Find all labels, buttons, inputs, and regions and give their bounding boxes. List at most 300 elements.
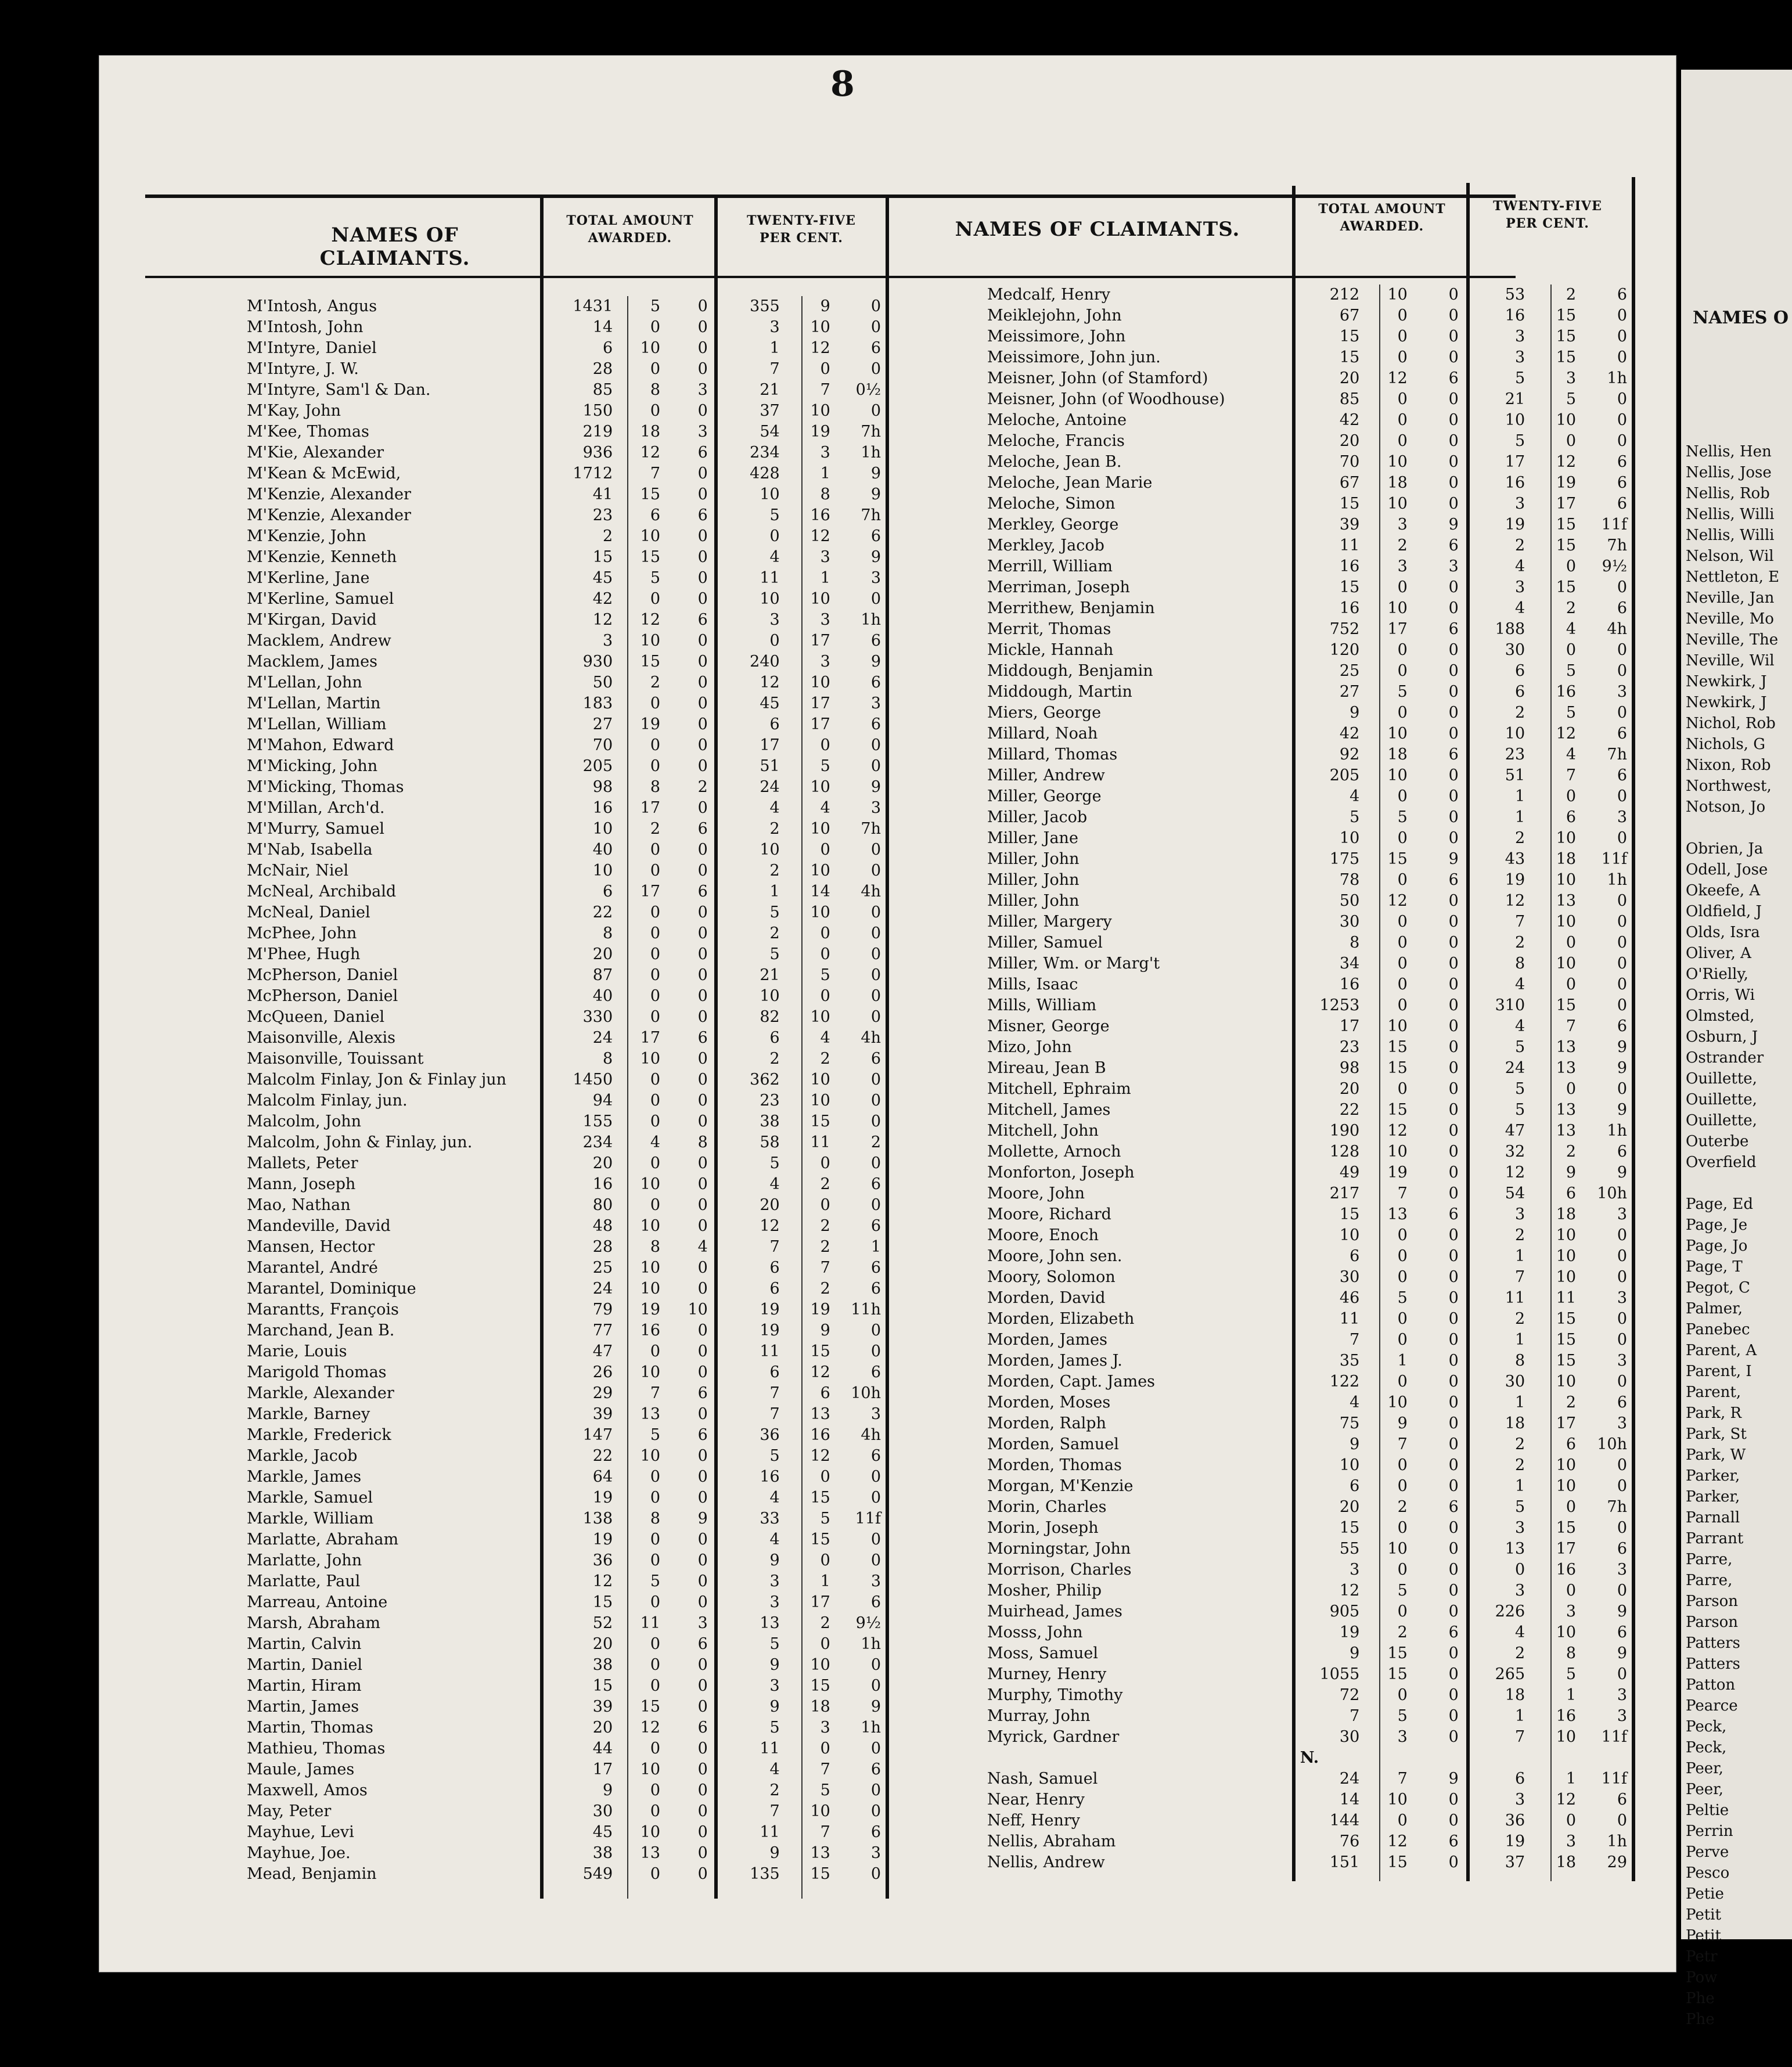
- percent-amount: 0: [870, 1781, 881, 1799]
- claim-row: [247, 1404, 886, 1425]
- awarded-amount: 15: [1387, 1853, 1408, 1871]
- awarded-amount: 0: [1397, 1268, 1408, 1286]
- percent-amount: 0: [820, 1635, 830, 1653]
- awarded-amount: 0: [697, 1531, 708, 1549]
- claim-row: [247, 1508, 886, 1529]
- awarded-amount: 0: [1448, 892, 1459, 910]
- awarded-amount: 17: [640, 883, 660, 901]
- awarded-amount: 0: [697, 653, 708, 671]
- awarded-amount: 6: [650, 506, 660, 524]
- next-page-name: Parent, I: [1686, 1363, 1752, 1380]
- next-page-name: Pow: [1686, 1969, 1718, 1986]
- awarded-amount: 0: [697, 674, 708, 692]
- awarded-amount: 175: [1329, 850, 1360, 868]
- claim-row: [987, 514, 1632, 535]
- awarded-amount: 19: [640, 1301, 660, 1319]
- claim-row: [987, 1476, 1632, 1497]
- claimant-name: M'Kean & McEwid,: [247, 464, 401, 482]
- claimant-name: Morin, Joseph: [987, 1519, 1099, 1537]
- awarded-amount: 10: [1387, 725, 1408, 743]
- awarded-amount: 0: [650, 1008, 660, 1026]
- claim-row: [987, 849, 1632, 870]
- percent-amount: 1h: [1607, 871, 1627, 889]
- awarded-amount: 0: [1448, 1603, 1459, 1621]
- claim-row: [247, 777, 886, 798]
- percent-amount: 5: [820, 757, 830, 775]
- percent-amount: 6: [870, 1760, 881, 1778]
- claimant-name: Millard, Thomas: [987, 746, 1118, 764]
- claimant-name: Meissimore, John jun.: [987, 348, 1161, 366]
- next-page-name: Ouillette,: [1686, 1112, 1757, 1129]
- percent-amount: 5: [769, 1719, 780, 1737]
- percent-amount: 0: [870, 1092, 881, 1110]
- percent-amount: 16: [1556, 1561, 1577, 1579]
- awarded-amount: 3: [1397, 557, 1408, 575]
- awarded-amount: 0: [1448, 1080, 1459, 1098]
- next-page-name: Petie: [1686, 1885, 1724, 1903]
- percent-amount: 3: [1617, 1414, 1627, 1432]
- percent-amount: 0: [1617, 913, 1627, 931]
- claimant-name: Markle, Barney: [247, 1405, 370, 1423]
- awarded-amount: 48: [592, 1217, 613, 1235]
- awarded-amount: 15: [592, 1677, 613, 1695]
- awarded-amount: 12: [1387, 892, 1408, 910]
- claimant-name: McNair, Niel: [247, 862, 349, 880]
- next-page-name: Olds, Isra: [1686, 924, 1760, 941]
- awarded-amount: 0: [697, 862, 708, 880]
- awarded-amount: 10: [1387, 1791, 1408, 1809]
- claimant-name: Martin, Daniel: [247, 1656, 363, 1674]
- claim-row: [247, 317, 886, 338]
- percent-amount: 11f: [855, 1510, 881, 1528]
- claim-row: [247, 672, 886, 693]
- percent-amount: 0: [870, 903, 881, 921]
- percent-amount: 3: [870, 1844, 881, 1862]
- claimant-name: M'Kerline, Jane: [247, 569, 370, 587]
- awarded-amount: 0: [1448, 1373, 1459, 1391]
- claimant-name: Marantel, Dominique: [247, 1280, 416, 1298]
- claimant-name: Miller, Jacob: [987, 808, 1088, 826]
- percent-amount: 18: [1556, 1853, 1577, 1871]
- awarded-amount: 0: [697, 1321, 708, 1339]
- awarded-amount: 79: [592, 1301, 613, 1319]
- claimant-name: Miller, John: [987, 892, 1079, 910]
- percent-amount: 4: [1514, 1017, 1525, 1035]
- awarded-amount: 16: [1339, 557, 1360, 575]
- claim-row: [247, 484, 886, 505]
- claimant-name: Macklem, James: [247, 653, 377, 671]
- claim-row: [987, 1225, 1632, 1246]
- claim-row: [247, 1279, 886, 1299]
- awarded-amount: 0: [1448, 1122, 1459, 1140]
- awarded-amount: 10: [640, 527, 660, 545]
- claim-row: [247, 819, 886, 840]
- claim-row: [247, 1780, 886, 1801]
- percent-amount: 0: [870, 1531, 881, 1549]
- awarded-amount: 10: [1387, 599, 1408, 617]
- awarded-amount: 10: [640, 1050, 660, 1068]
- claimant-name: Merriman, Joseph: [987, 578, 1130, 596]
- awarded-amount: 0: [1397, 704, 1408, 722]
- percent-amount: 7: [820, 1823, 830, 1841]
- awarded-amount: 10: [1387, 1540, 1408, 1558]
- awarded-amount: 4: [1350, 787, 1360, 805]
- claim-row: [247, 463, 886, 484]
- awarded-amount: 0: [1448, 1247, 1459, 1265]
- next-page-name: Nellis, Willi: [1686, 506, 1775, 523]
- percent-amount: 17: [810, 694, 830, 712]
- percent-amount: 3: [1514, 1582, 1525, 1600]
- percent-amount: 7: [769, 1405, 780, 1423]
- awarded-amount: 0: [697, 1865, 708, 1883]
- claim-row: [987, 1121, 1632, 1141]
- percent-amount: 0: [1617, 704, 1627, 722]
- next-page-name: Palmer,: [1686, 1300, 1743, 1317]
- awarded-amount: 0: [1397, 975, 1408, 993]
- next-page-name: Newkirk, J: [1686, 673, 1767, 690]
- claim-row: [987, 1309, 1632, 1330]
- claim-row: [247, 1467, 886, 1488]
- awarded-amount: 19: [640, 715, 660, 733]
- awarded-amount: 15: [640, 485, 660, 503]
- awarded-amount: 190: [1329, 1122, 1360, 1140]
- claim-row: [247, 1028, 886, 1049]
- awarded-amount: 13: [640, 1405, 660, 1423]
- percent-amount: 0: [1566, 975, 1577, 993]
- awarded-amount: 75: [1339, 1414, 1360, 1432]
- percent-amount: 4: [1514, 975, 1525, 993]
- percent-amount: 5: [820, 1781, 830, 1799]
- awarded-amount: 0: [650, 1551, 660, 1569]
- next-page-name: Parnall: [1686, 1509, 1740, 1526]
- percent-amount: 6: [769, 1280, 780, 1298]
- claimant-name: Marigold Thomas: [247, 1363, 387, 1381]
- awarded-amount: 5: [650, 1572, 660, 1590]
- next-page-name: Northwest,: [1686, 777, 1772, 795]
- percent-amount: 6: [870, 1175, 881, 1193]
- percent-amount: 2: [1514, 1310, 1525, 1328]
- awarded-amount: 183: [582, 694, 613, 712]
- awarded-amount: 0: [1448, 955, 1459, 973]
- claim-row: [987, 452, 1632, 473]
- claimant-name: M'Millan, Arch'd.: [247, 799, 385, 817]
- awarded-amount: 35: [1339, 1352, 1360, 1370]
- percent-amount: 6: [870, 1280, 881, 1298]
- next-page-name: Overfield: [1686, 1154, 1757, 1171]
- claimant-name: Mao, Nathan: [247, 1196, 351, 1214]
- percent-amount: 7: [1514, 1728, 1525, 1746]
- percent-amount: 19: [760, 1321, 780, 1339]
- claim-row: [987, 1455, 1632, 1476]
- claim-row: [247, 589, 886, 610]
- claimant-name: Murray, John: [987, 1707, 1091, 1725]
- awarded-amount: 0: [697, 1112, 708, 1130]
- claimant-name: Maisonville, Touissant: [247, 1050, 424, 1068]
- claim-row: [987, 577, 1632, 598]
- percent-amount: 16: [810, 1426, 830, 1444]
- percent-amount: 2: [769, 1050, 780, 1068]
- awarded-amount: 10: [640, 1280, 660, 1298]
- awarded-amount: 0: [1448, 1101, 1459, 1119]
- awarded-amount: 9: [1448, 516, 1459, 534]
- claimant-name: Mitchell, Ephraim: [987, 1080, 1131, 1098]
- percent-amount: 10: [810, 778, 830, 796]
- percent-amount: 16: [810, 506, 830, 524]
- claim-row: [987, 1246, 1632, 1267]
- awarded-amount: 49: [1339, 1164, 1360, 1182]
- claim-row: [987, 1560, 1632, 1580]
- percent-amount: 21: [760, 381, 780, 399]
- percent-amount: 5: [1514, 1498, 1525, 1516]
- percent-amount: 188: [1495, 620, 1525, 638]
- awarded-amount: 0: [1448, 1435, 1459, 1453]
- awarded-amount: 0: [697, 318, 708, 336]
- awarded-amount: 0: [1397, 829, 1408, 847]
- awarded-amount: 76: [1339, 1832, 1360, 1850]
- awarded-amount: 44: [592, 1740, 613, 1758]
- awarded-amount: 0: [650, 1154, 660, 1172]
- awarded-amount: 936: [582, 444, 613, 462]
- awarded-amount: 0: [650, 862, 660, 880]
- percent-amount: 3: [1617, 808, 1627, 826]
- claim-row: [987, 1162, 1632, 1183]
- percent-amount: 7h: [861, 506, 881, 524]
- claimant-name: Moore, Enoch: [987, 1226, 1099, 1244]
- claimant-name: Nash, Samuel: [987, 1770, 1098, 1788]
- percent-amount: 3: [1566, 1832, 1577, 1850]
- claim-row: [247, 840, 886, 860]
- claim-row: [247, 547, 886, 568]
- percent-amount: 3: [769, 1677, 780, 1695]
- percent-amount: 10: [1505, 411, 1525, 429]
- percent-amount: 2: [820, 1217, 830, 1235]
- percent-amount: 12: [760, 674, 780, 692]
- percent-amount: 6: [1566, 808, 1577, 826]
- percent-amount: 4h: [1607, 620, 1627, 638]
- percent-amount: 0: [820, 736, 830, 754]
- claimant-name: Miller, John: [987, 871, 1079, 889]
- next-page-header: NAMES O: [1693, 308, 1789, 328]
- claim-row: [247, 965, 886, 986]
- claimant-name: Moore, Richard: [987, 1205, 1111, 1223]
- percent-amount: 5: [1514, 1038, 1525, 1056]
- claim-row: [247, 1571, 886, 1592]
- claimant-name: Marantts, François: [247, 1301, 399, 1319]
- awarded-amount: 0: [697, 715, 708, 733]
- claim-row: [987, 1810, 1632, 1831]
- percent-amount: 15: [810, 1112, 830, 1130]
- percent-amount: 4: [769, 548, 780, 566]
- next-page-name: Peer,: [1686, 1760, 1723, 1777]
- next-page-name: Park, W: [1686, 1446, 1746, 1464]
- percent-amount: 13: [1505, 1540, 1525, 1558]
- percent-amount: 7: [769, 1802, 780, 1820]
- claimant-name: M'Intosh, Angus: [247, 297, 377, 315]
- percent-amount: 3: [1617, 1352, 1627, 1370]
- next-page-name: Perve: [1686, 1843, 1729, 1861]
- percent-amount: 17: [1505, 453, 1525, 471]
- claimant-name: Malcolm, John: [247, 1112, 362, 1130]
- claim-row: [987, 1141, 1632, 1162]
- percent-amount: 9: [1566, 1164, 1577, 1182]
- percent-amount: 4: [1566, 620, 1577, 638]
- awarded-amount: 0: [1448, 432, 1459, 450]
- claim-row: [247, 1843, 886, 1864]
- awarded-amount: 0: [650, 757, 660, 775]
- claimant-name: Mosher, Philip: [987, 1582, 1102, 1600]
- claimant-name: Mills, Isaac: [987, 975, 1078, 993]
- percent-amount: 7: [769, 1384, 780, 1402]
- claim-row: [987, 1664, 1632, 1685]
- next-page-names: [1686, 441, 1779, 2030]
- claim-row: [987, 389, 1632, 410]
- awarded-amount: 0: [1397, 996, 1408, 1014]
- awarded-amount: 0: [1448, 1393, 1459, 1411]
- percent-amount: 3: [1514, 578, 1525, 596]
- percent-amount: 0: [1566, 1498, 1577, 1516]
- awarded-amount: 8: [697, 1133, 708, 1151]
- awarded-amount: 0: [1448, 1352, 1459, 1370]
- awarded-amount: 0: [650, 1593, 660, 1611]
- awarded-amount: 6: [1448, 871, 1459, 889]
- percent-amount: 2: [820, 1238, 830, 1256]
- claimant-name: M'Micking, John: [247, 757, 378, 775]
- claim-row: [247, 1174, 886, 1195]
- percent-amount: 2: [1514, 704, 1525, 722]
- percent-amount: 5: [1566, 390, 1577, 408]
- awarded-amount: 17: [640, 1029, 660, 1047]
- awarded-amount: 2: [650, 820, 660, 838]
- claim-row: [987, 1037, 1632, 1058]
- claimant-name: Markle, Samuel: [247, 1489, 373, 1507]
- awarded-amount: 0: [650, 1740, 660, 1758]
- claimant-name: M'Nab, Isabella: [247, 841, 373, 859]
- percent-amount: 3: [870, 799, 881, 817]
- awarded-amount: 0: [697, 1677, 708, 1695]
- percent-amount: 9: [769, 1698, 780, 1716]
- awarded-amount: 26: [592, 1363, 613, 1381]
- percent-amount: 0: [1617, 1582, 1627, 1600]
- awarded-amount: 3: [1397, 1728, 1408, 1746]
- awarded-amount: 0: [697, 1468, 708, 1486]
- claimant-name: Mollette, Arnoch: [987, 1143, 1121, 1161]
- percent-amount: 2: [820, 1280, 830, 1298]
- page-number: 8: [830, 64, 855, 105]
- next-page-name: Parre,: [1686, 1572, 1733, 1589]
- next-page-edge: [1681, 70, 1792, 2028]
- next-page-name: Neville, The: [1686, 631, 1779, 649]
- awarded-amount: 7: [1397, 1184, 1408, 1202]
- next-page-name: [1686, 818, 1779, 838]
- awarded-amount: 13: [1387, 1205, 1408, 1223]
- percent-amount: 0: [1617, 1310, 1627, 1328]
- percent-amount: 7: [1566, 766, 1577, 784]
- percent-amount: 1h: [861, 1635, 881, 1653]
- next-page-name: [1686, 1173, 1779, 1194]
- percent-amount: 0: [1617, 1519, 1627, 1537]
- percent-amount: 9: [820, 297, 830, 315]
- percent-amount: 15: [1556, 1519, 1577, 1537]
- awarded-amount: 0: [1448, 1414, 1459, 1432]
- percent-amount: 5: [1514, 432, 1525, 450]
- percent-amount: 11: [760, 1823, 780, 1841]
- percent-amount: 9: [870, 778, 881, 796]
- percent-amount: 9: [870, 548, 881, 566]
- awarded-amount: 0: [1397, 1310, 1408, 1328]
- awarded-amount: 0: [697, 799, 708, 817]
- percent-amount: 0: [870, 862, 881, 880]
- awarded-amount: 10: [640, 1217, 660, 1235]
- next-page-name: Pegot, C: [1686, 1279, 1750, 1297]
- claim-row: [247, 860, 886, 881]
- awarded-amount: 94: [592, 1092, 613, 1110]
- claim-row: [247, 568, 886, 589]
- awarded-amount: 10: [1387, 1143, 1408, 1161]
- percent-amount: 0: [1617, 641, 1627, 659]
- awarded-amount: 85: [592, 381, 613, 399]
- awarded-amount: 2: [1397, 536, 1408, 554]
- next-page-name: Neville, Wil: [1686, 652, 1775, 669]
- claimant-name: Mann, Joseph: [247, 1175, 356, 1193]
- awarded-amount: 34: [1339, 955, 1360, 973]
- claim-row: [987, 619, 1632, 640]
- percent-amount: 2: [769, 820, 780, 838]
- percent-amount: 6: [870, 1593, 881, 1611]
- claimant-name: Mireau, Jean B: [987, 1059, 1106, 1077]
- claimant-name: M'Kerline, Samuel: [247, 590, 394, 608]
- rule-right-end: [1632, 177, 1635, 1881]
- percent-amount: 428: [750, 464, 780, 482]
- percent-amount: 11f: [1601, 516, 1627, 534]
- awarded-amount: 0: [1448, 1017, 1459, 1035]
- percent-amount: 6: [870, 674, 881, 692]
- percent-amount: 0: [820, 1154, 830, 1172]
- awarded-amount: 6: [1448, 1832, 1459, 1850]
- percent-amount: 6: [870, 1823, 881, 1841]
- awarded-amount: 0: [697, 1050, 708, 1068]
- awarded-amount: 0: [697, 1363, 708, 1381]
- percent-amount: 15: [1556, 1352, 1577, 1370]
- percent-amount: 6: [870, 1050, 881, 1068]
- claim-row: [987, 786, 1632, 807]
- percent-amount: 0: [1617, 1456, 1627, 1474]
- claimant-name: Monforton, Joseph: [987, 1164, 1135, 1182]
- awarded-amount: 17: [1339, 1017, 1360, 1035]
- claim-row: [247, 1007, 886, 1028]
- claimant-name: Mayhue, Levi: [247, 1823, 354, 1841]
- percent-amount: 6: [1617, 1791, 1627, 1809]
- percent-amount: 2: [1514, 1226, 1525, 1244]
- awarded-amount: 0: [1448, 348, 1459, 366]
- percent-amount: 2: [820, 1614, 830, 1632]
- awarded-amount: 4: [1350, 1393, 1360, 1411]
- awarded-amount: 27: [592, 715, 613, 733]
- awarded-amount: 1055: [1319, 1665, 1360, 1683]
- percent-amount: 12: [1505, 892, 1525, 910]
- next-page-name: Panebec: [1686, 1321, 1750, 1338]
- awarded-amount: 0: [697, 297, 708, 315]
- percent-amount: 9: [769, 1551, 780, 1569]
- claimant-name: Nellis, Andrew: [987, 1853, 1105, 1871]
- awarded-amount: 45: [592, 569, 613, 587]
- percent-amount: 13: [810, 1405, 830, 1423]
- percent-amount: 16: [760, 1468, 780, 1486]
- percent-amount: 0: [870, 1468, 881, 1486]
- percent-amount: 3: [1617, 1205, 1627, 1223]
- next-page-name: O'Rielly,: [1686, 966, 1748, 983]
- percent-amount: 0: [1566, 934, 1577, 952]
- claim-row: [987, 1434, 1632, 1455]
